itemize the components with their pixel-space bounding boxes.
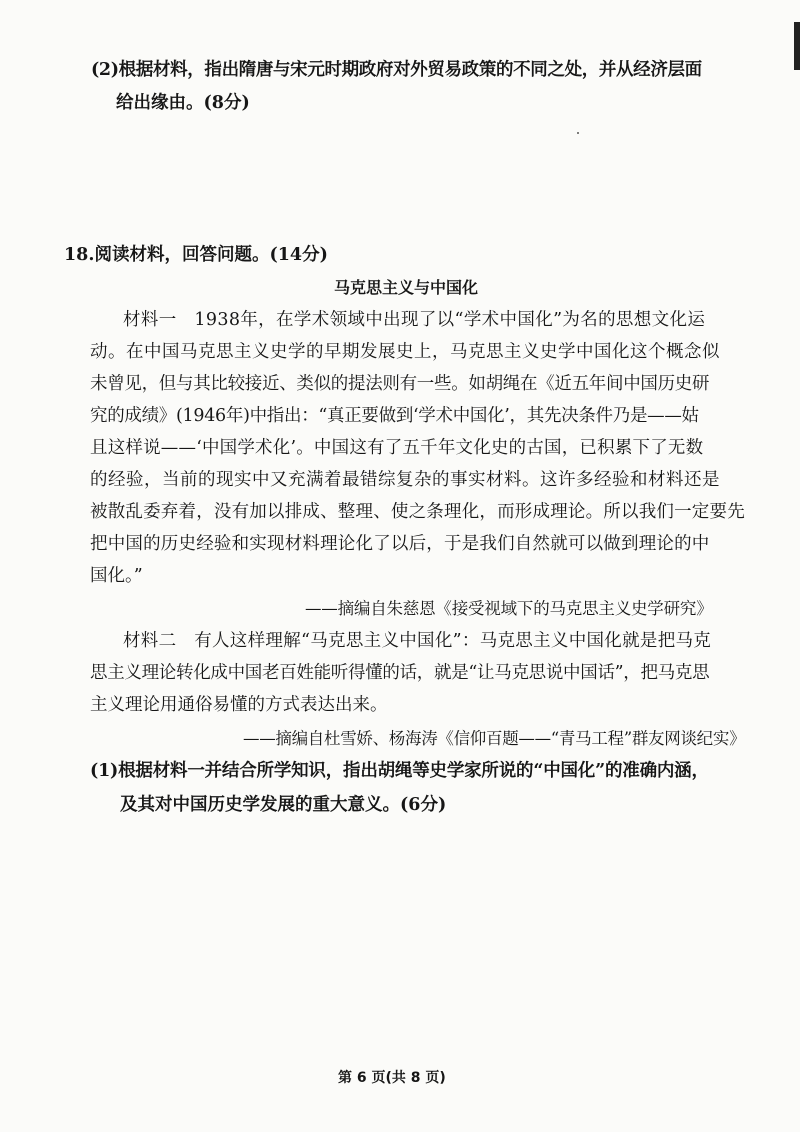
scan-edge-mark: [794, 22, 800, 70]
page-number-footer: 第 6 页(共 8 页): [338, 1070, 446, 1086]
material1-line: 材料一 1938年，在学术领域中出现了以“学术中国化”为名的思想文化运: [123, 310, 706, 330]
material1-line: 且这样说——‘中国学术化’。中国这有了五千年文化史的古国，已积累下了无数: [90, 438, 704, 458]
q18-title: 马克思主义与中国化: [334, 278, 479, 297]
material1-source: ——摘编自朱慈恩《接受视域下的马克思主义史学研究》: [305, 599, 713, 618]
scan-speck: [577, 132, 579, 134]
material2-line: 思主义理论转化成中国老百姓能听得懂的话，就是“让马克思说中国话”，把马克思: [90, 663, 710, 683]
material1-line: 未曾见，但与其比较接近、类似的提法则有一些。如胡绳在《近五年间中国历史研: [90, 374, 710, 394]
material2-line: 材料二 有人这样理解“马克思主义中国化”：马克思主义中国化就是把马克: [123, 631, 712, 651]
material2-source: ——摘编自杜雪娇、杨海涛《信仰百题——“青马工程”群友网谈纪实》: [243, 729, 746, 748]
q17-part2-line1: (2)根据材料，指出隋唐与宋元时期政府对外贸易政策的不同之处，并从经济层面: [91, 60, 702, 80]
material1-line: 的经验，当前的现实中又充满着最错综复杂的事实材料。这许多经验和材料还是: [90, 470, 720, 490]
material1-line: 动。在中国马克思主义史学的早期发展史上，马克思主义史学中国化这个概念似: [90, 342, 720, 362]
q18-heading: 18.阅读材料，回答问题。(14分): [64, 245, 328, 265]
material1-line: 把中国的历史经验和实现材料理论化了以后，于是我们自然就可以做到理论的中: [90, 534, 710, 554]
material1-line: 被散乱委弃着，没有加以排成、整理、使之条理化，而形成理论。所以我们一定要先: [90, 502, 745, 522]
q17-part2-line2: 给出缘由。(8分): [116, 93, 250, 113]
q18-part1-line1: (1)根据材料一并结合所学知识，指出胡绳等史学家所说的“中国化”的准确内涵，: [90, 761, 709, 781]
material2-line: 主义理论用通俗易懂的方式表达出来。: [90, 695, 388, 715]
material1-line: 国化。”: [90, 566, 143, 586]
material1-line: 究的成绩》(1946年)中指出：“真正要做到‘学术中国化’，其先决条件乃是——姑: [90, 406, 699, 426]
q18-part1-line2: 及其对中国历史学发展的重大意义。(6分): [120, 795, 447, 815]
